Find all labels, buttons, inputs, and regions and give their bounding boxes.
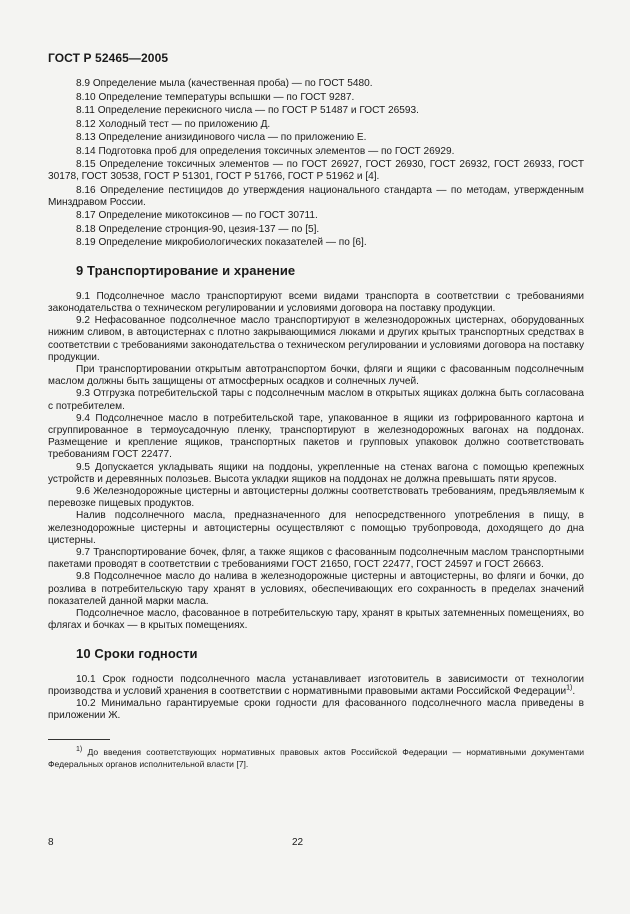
page-content <box>48 78 584 770</box>
section-heading: 10 Сроки годности <box>76 645 198 661</box>
standard-header: ГОСТ Р 52465—2005 <box>48 51 169 65</box>
list-item: 8.9 Определение мыла (качественная проба) — по ГОСТ 5480. <box>76 78 373 89</box>
list-item: 8.10 Определение температуры вспышки — по ГОСТ 9287. <box>76 91 355 103</box>
paragraph: При транспортировании открытым автотранспортом бочки, фляги и ящики с фасованным подсолнечным маслом должны быть защищены от атмосферных осадков и солнечных лучей. <box>48 364 584 388</box>
footnote-marker: 1) <box>76 745 83 753</box>
list-item: 8.19 Определение микробиологических показателей — по [6]. <box>76 237 367 249</box>
paragraph: 9.7 Транспортирование бочек, фляг, а также ящиков с фасованным подсолнечным маслом транспортными пакетами проводят в соответствии с требованиями ГОСТ 21650, ГОСТ 22477, ГОСТ 24597 и ГОСТ 26663. <box>48 547 584 571</box>
paragraph: 9.4 Подсолнечное масло в потребительской таре, упакованное в ящики из гофрированного картона и сгруппированное в термоусадочную пленку, транспортируют в железнодорожных вагонах на поддонах. Размещение и крепление ящиков, транспортных пакетов и групповых упаковок должно соответствовать требованиям ГОСТ 22477. <box>48 412 584 461</box>
paragraph-text: 10.1 Срок годности подсолнечного масла устанавливает изготовитель в зависимости от технологии производства и условий хранения в соответствии с нормативными правовыми актами Российской Федерации <box>48 673 584 697</box>
footnote-reference[interactable]: 1) <box>566 684 573 692</box>
list-item: 8.18 Определение стронция-90, цезия-137 — по [5]. <box>76 223 320 235</box>
list-item: 8.14 Подготовка проб для определения токсичных элементов — по ГОСТ 26929. <box>76 145 455 157</box>
paragraph: 9.8 Подсолнечное масло до налива в железнодорожные цистерны и автоцистерны, во фляги и бочки, до розлива в потребительскую тару хранят в условиях, обеспечивающих его сохранность в пределах значений показателей данной марки масла. <box>48 571 584 607</box>
list-item: 8.16 Определение пестицидов до утверждения национального стандарта — по методам, утвержденным Минздравом России. <box>48 184 584 208</box>
paragraph: 9.3 Отгрузка потребительской тары с подсолнечным маслом в открытых ящиках должна быть согласована с потребителем. <box>48 388 584 412</box>
list-item: 8.12 Холодный тест — по приложению Д. <box>76 118 271 130</box>
paragraph <box>48 674 584 698</box>
list-item: 8.11 Определение перекисного числа — по ГОСТ Р 51487 и ГОСТ 26593. <box>76 105 419 116</box>
section-9 <box>48 262 584 633</box>
paragraph: Налив подсолнечного масла, предназначенного для непосредственного употребления в пищу, в железнодорожные цистерны и автоцистерны осуществляют с помощью трубопровода, доходящего до дна цистерны. <box>48 510 584 546</box>
paragraph: Подсолнечное масло, фасованное в потребительскую тару, хранят в крытых затемненных помещениях, во флягах и бочках — в крытых помещениях. <box>48 608 584 632</box>
paragraph: 10.2 Минимально гарантируемые сроки годности для фасованного подсолнечного масла приведены в приложении Ж. <box>48 698 584 722</box>
paragraph: 9.2 Нефасованное подсолнечное масло транспортируют в железнодорожных цистернах, оборудованных нижним сливом, в автоцистернах с плотно закрывающимися люками и других крытых транспортных средствах в соответствии с требованиями законодательства о техническом регулировании и условиями договора на поставку продукции. <box>48 315 584 363</box>
section-heading: 9 Транспортирование и хранение <box>76 262 296 278</box>
list-item: 8.17 Определение микотоксинов — по ГОСТ 30711. <box>76 210 318 222</box>
paragraph: 9.1 Подсолнечное масло транспортируют всеми видами транспорта в соответствии с требованиями законодательства о техническом регулировании и условиями договора на поставку продукции. <box>48 290 584 315</box>
list-item: 8.15 Определение токсичных элементов — по ГОСТ 26927, ГОСТ 26930, ГОСТ 26932, ГОСТ 26933, ГОСТ 30178, ГОСТ 30538, ГОСТ Р 51301, ГОСТ Р 51766, ГОСТ Р 51962 и [4]. <box>48 159 584 183</box>
list-item: 8.13 Определение анизидинового числа — по приложению Е. <box>76 132 367 143</box>
paragraph-end: . <box>572 685 576 697</box>
paragraph: 9.6 Железнодорожные цистерны и автоцистерны должны соответствовать требованиям, предъявляемым к перевозке пищевых продуктов. <box>48 486 584 510</box>
footnote-text: До введения соответствующих нормативных правовых актов Российской Федерации — нормативными документами Федеральных органов исполнительной власти [7]. <box>48 746 584 769</box>
page-number-left: 8 <box>48 837 54 848</box>
paragraph: 9.5 Допускается укладывать ящики на поддоны, укрепленные на стенах вагона с помощью крепежных устройств и деревянных полозьев. Высота укладки ящиков на поддонах не должна превышать пяти ярусов. <box>48 461 584 485</box>
page-number-center: 22 <box>292 837 304 848</box>
footnote-divider <box>48 739 110 740</box>
footnote <box>48 746 584 770</box>
section-10 <box>48 645 584 723</box>
test-methods-list <box>48 78 584 250</box>
